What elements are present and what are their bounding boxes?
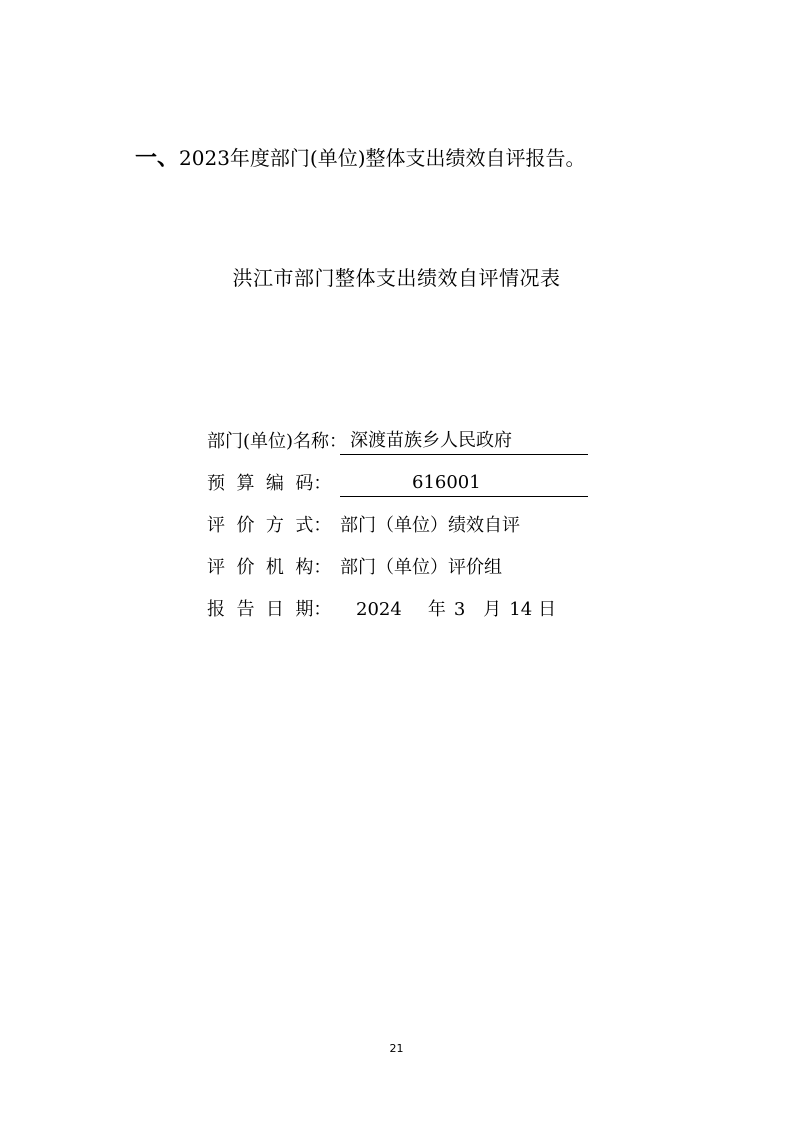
dept-value-text: 深渡苗族乡人民政府 <box>350 430 512 451</box>
date-month: 3 <box>453 599 466 620</box>
date-year-unit: 年 <box>427 599 446 620</box>
dept-row <box>207 428 588 470</box>
date-label: 报 告 日 期： <box>207 599 332 620</box>
date-day-unit: 日 <box>538 599 557 620</box>
budget-row <box>207 470 588 512</box>
date-month-unit: 月 <box>483 599 502 620</box>
dept-label: 部门(单位)名称： <box>207 431 348 452</box>
org-label: 评 价 机 构： <box>207 557 332 578</box>
org-row <box>207 554 588 596</box>
document-title: 洪江市部门整体支出绩效自评情况表 <box>232 266 561 290</box>
date-day: 14 <box>509 599 533 620</box>
dept-value <box>340 428 588 455</box>
budget-label: 预 算 编 码： <box>207 473 332 494</box>
section-heading <box>135 141 586 172</box>
budget-value-text: 616001 <box>412 472 481 493</box>
method-value: 部门（单位）绩效自评 <box>340 515 520 536</box>
section-heading-text: 2023年度部门(单位)整体支出绩效自评报告。 <box>179 146 586 170</box>
date-year: 2024 <box>356 599 402 620</box>
budget-value <box>340 470 588 497</box>
date-row <box>207 596 588 638</box>
method-label: 评 价 方 式： <box>207 515 332 536</box>
info-block <box>207 428 588 638</box>
method-row <box>207 512 588 554</box>
section-marker: 一、 <box>135 146 180 171</box>
org-value: 部门（单位）评价组 <box>340 557 502 578</box>
page-number: 21 <box>389 1042 404 1055</box>
